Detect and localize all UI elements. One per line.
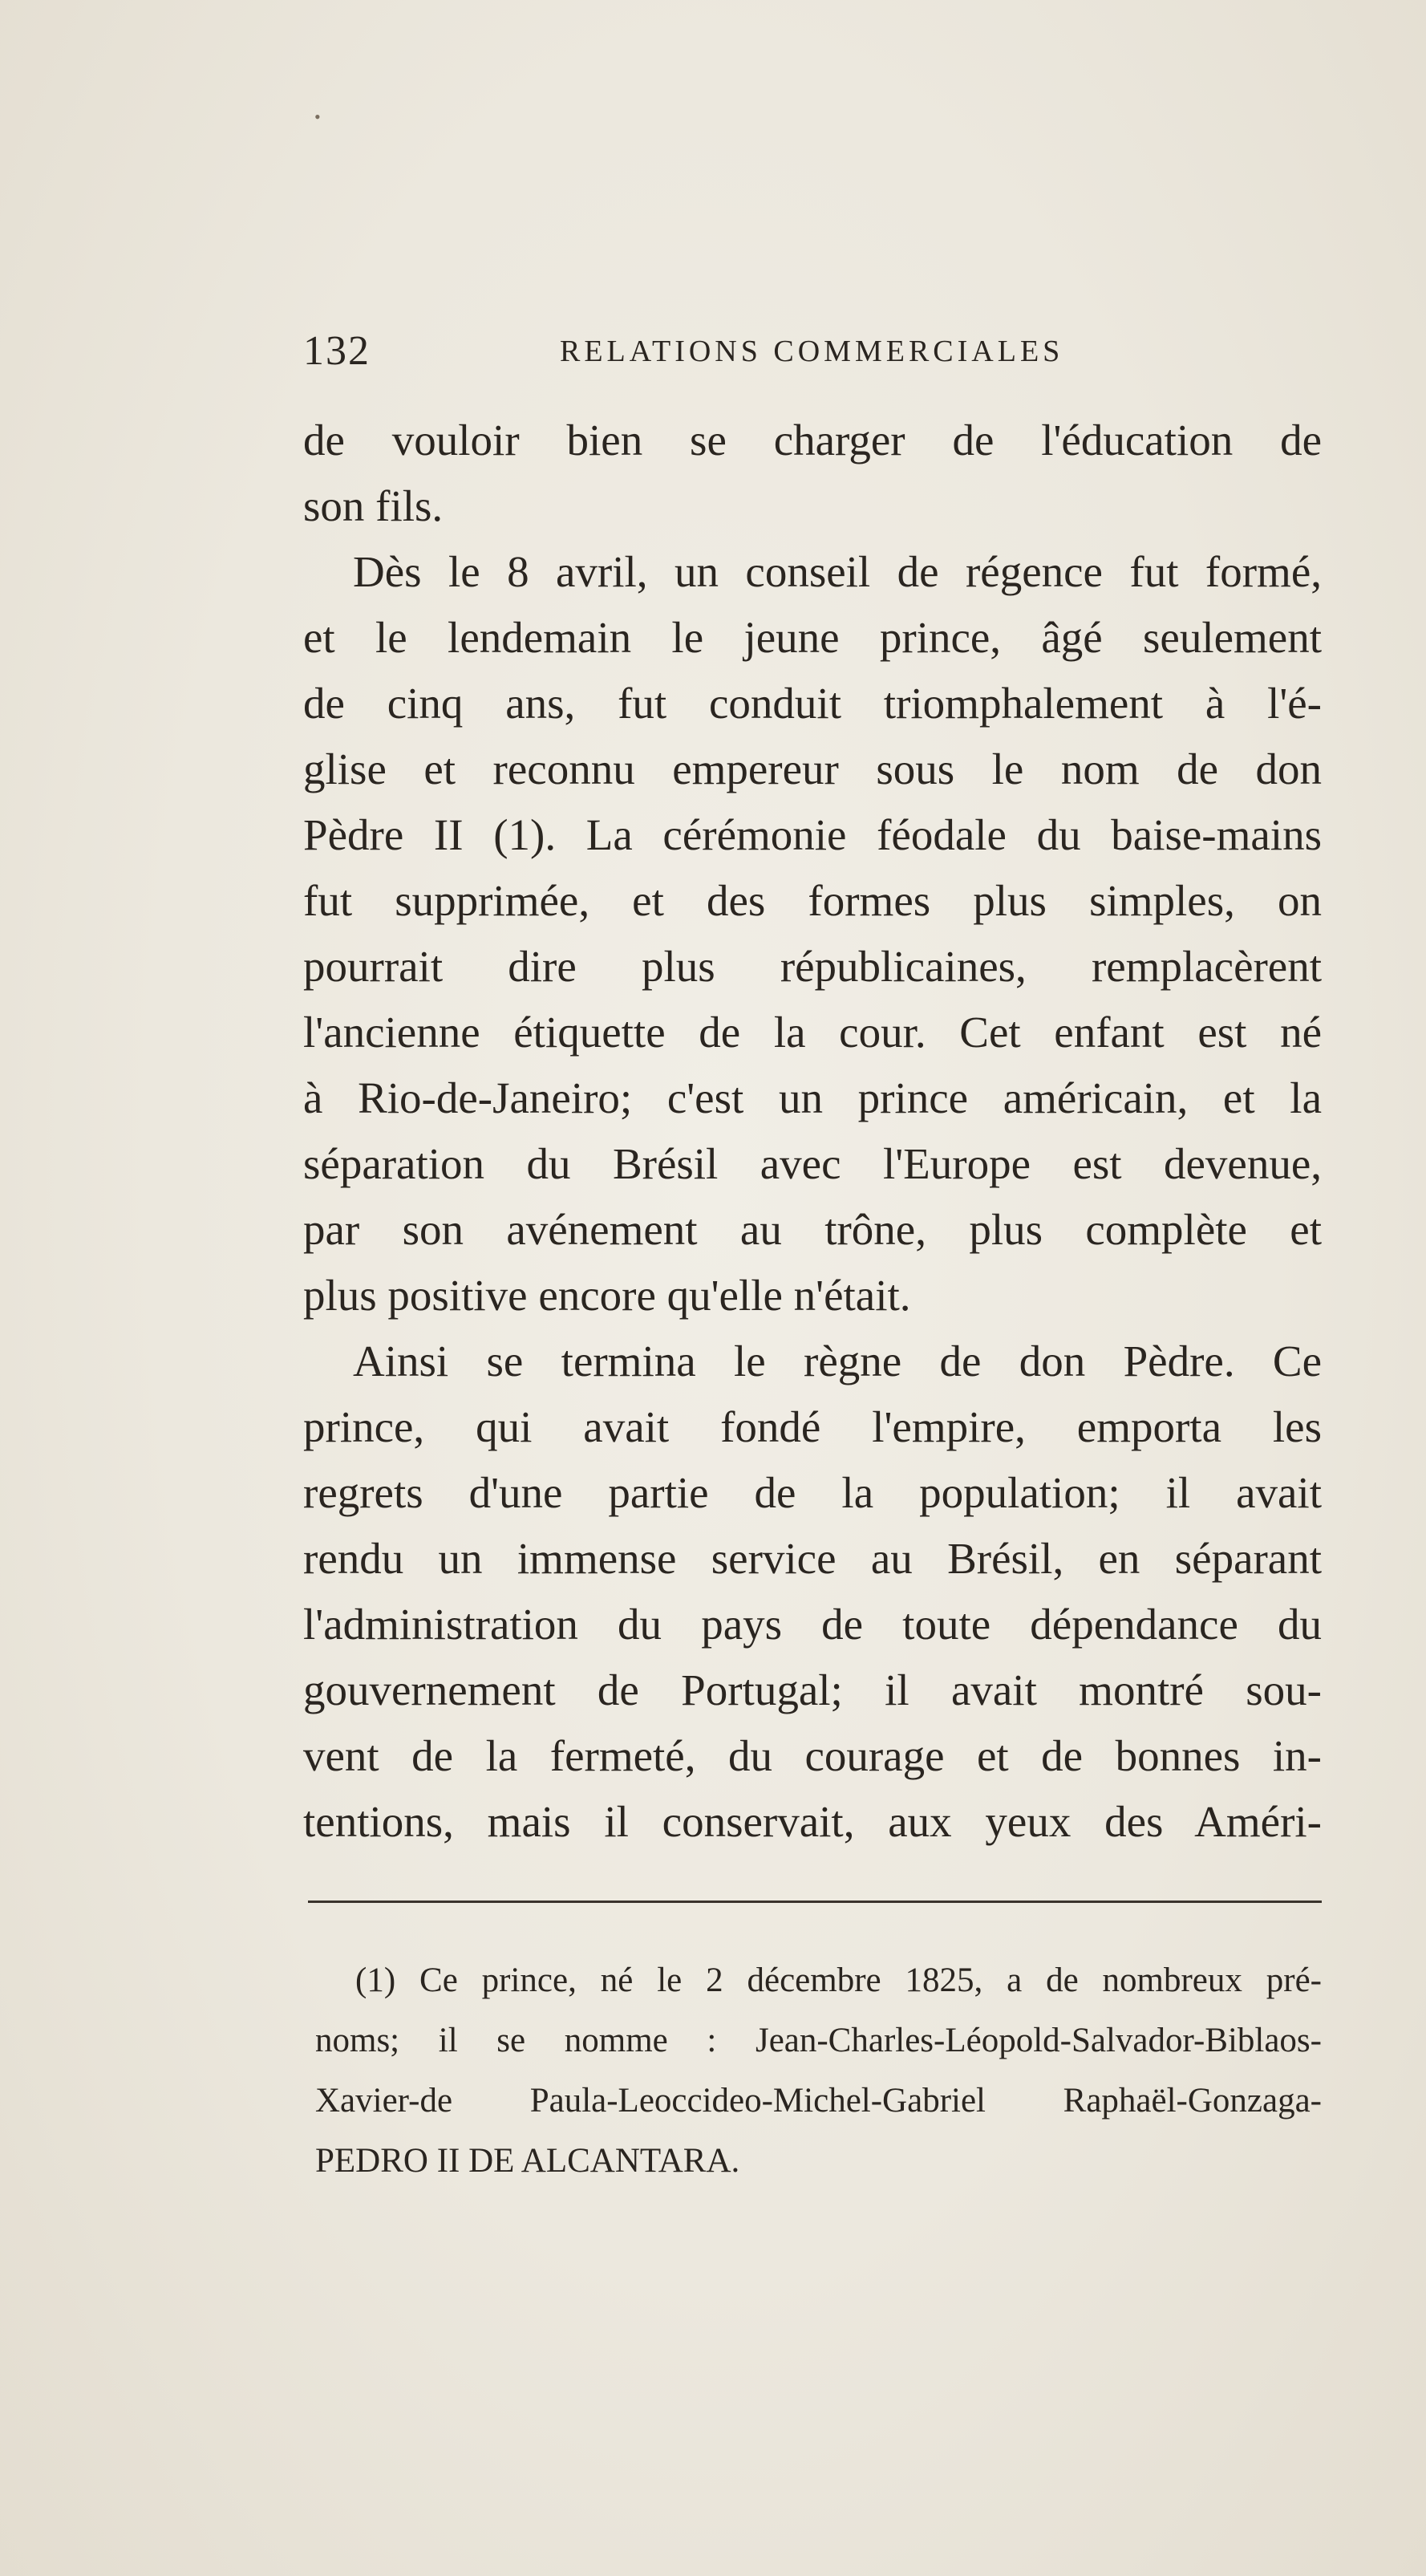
text-line: prince, qui avait fondé l'empire, emporta les [303,1402,1322,1451]
footnote-line: PEDRO II DE ALCANTARA. [315,2142,740,2180]
text-line: regrets d'une partie de la population; il avait [303,1468,1322,1517]
text-line: fut supprimée, et des formes plus simples, on [303,876,1322,925]
text-line: l'ancienne étiquette de la cour. Cet enfant est né [303,1008,1322,1057]
text-line: et le lendemain le jeune prince, âgé seulement [303,613,1322,662]
text-line: plus positive encore qu'elle n'était. [303,1271,911,1320]
text-line: Dès le 8 avril, un conseil de régence fut formé, [353,547,1322,596]
footnote-line: Xavier-de Paula-Leoccideo-Michel-Gabriel Raphaël-Gonzaga- [315,2082,1322,2120]
text-line: de vouloir bien se charger de l'éducation de [303,416,1322,464]
ink-speck: • [314,107,321,127]
text-line: gouvernement de Portugal; il avait montré sou- [303,1665,1322,1714]
footnote-rule [308,1901,1322,1903]
text-line: vent de la fermeté, du courage et de bonnes in- [303,1731,1322,1780]
text-line: glise et reconnu empereur sous le nom de don [303,744,1322,793]
page-header [303,323,1322,379]
text-line: Pèdre II (1). La cérémonie féodale du baise-mains [303,810,1322,859]
running-head: RELATIONS COMMERCIALES [560,335,1064,368]
text-line: de cinq ans, fut conduit triomphalement à l'é- [303,679,1322,728]
text-line: rendu un immense service au Brésil, en séparant [303,1534,1322,1583]
text-line: à Rio-de-Janeiro; c'est un prince américain, et la [303,1073,1322,1122]
text-line: pourrait dire plus républicaines, remplacèrent [303,942,1322,991]
text-line: l'administration du pays de toute dépendance du [303,1600,1322,1649]
body-text [303,408,1322,1855]
text-line: par son avénement au trône, plus complète et [303,1205,1322,1254]
text-line: Ainsi se termina le règne de don Pèdre. Ce [353,1337,1322,1385]
footnote [315,1950,1322,2191]
page-number: 132 [303,328,371,374]
text-line: séparation du Brésil avec l'Europe est devenue, [303,1139,1322,1188]
text-line: tentions, mais il conservait, aux yeux des Améri- [303,1797,1322,1846]
footnote-line: (1) Ce prince, né le 2 décembre 1825, a de nombreux pré- [355,1961,1322,1999]
text-line: son fils. [303,481,444,530]
footnote-line: noms; il se nomme : Jean-Charles-Léopold-Salvador-Biblaos- [315,2022,1322,2059]
